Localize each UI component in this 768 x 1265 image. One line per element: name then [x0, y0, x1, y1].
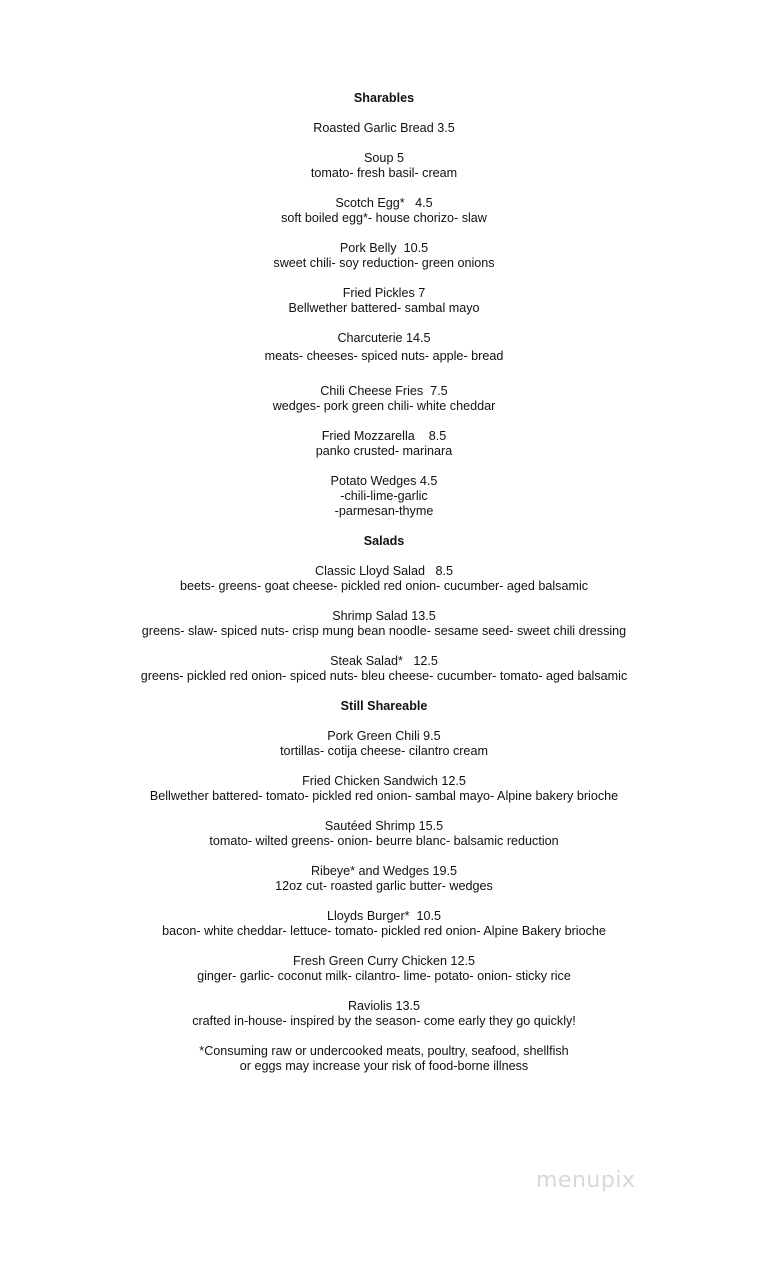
item-name: Shrimp Salad 13.5: [332, 609, 436, 623]
disclaimer-line: *Consuming raw or undercooked meats, poultry, seafood, shellfish: [199, 1044, 569, 1058]
menu-item: [0, 196, 768, 226]
disclaimer: [0, 1044, 768, 1074]
item-name: Soup 5: [364, 151, 404, 165]
item-name: Scotch Egg* 4.5: [335, 196, 433, 210]
menu-item: [0, 474, 768, 519]
menu-item: [0, 384, 768, 414]
item-description: tomato- wilted greens- onion- beurre blanc- balsamic reduction: [209, 834, 559, 848]
watermark-logo: menupix: [536, 1168, 636, 1193]
item-description: -parmesan-thyme: [334, 504, 434, 518]
menu-item: [0, 609, 768, 639]
item-name: Ribeye* and Wedges 19.5: [310, 864, 458, 878]
item-name: Pork Green Chili 9.5: [327, 729, 441, 743]
menu-item: [0, 151, 768, 181]
menu-item: [0, 819, 768, 849]
item-description: beets- greens- goat cheese- pickled red onion- cucumber- aged balsamic: [179, 579, 589, 593]
disclaimer-line: or eggs may increase your risk of food-borne illness: [239, 1059, 529, 1073]
section-title-salads: Salads: [363, 534, 405, 548]
item-name: Raviolis 13.5: [347, 999, 421, 1013]
menu-item: [0, 954, 768, 984]
item-name: Potato Wedges 4.5: [330, 474, 438, 488]
menu-item: [0, 331, 768, 364]
item-name: Steak Salad* 12.5: [330, 654, 438, 668]
menu-item: [0, 774, 768, 804]
item-name: Chili Cheese Fries 7.5: [320, 384, 448, 398]
item-name: Classic Lloyd Salad 8.5: [315, 564, 453, 578]
item-description: greens- pickled red onion- spiced nuts- bleu cheese- cucumber- tomato- aged balsamic: [140, 669, 628, 683]
menu-item: [0, 564, 768, 594]
item-description: bacon- white cheddar- lettuce- tomato- pickled red onion- Alpine Bakery brioche: [162, 924, 606, 938]
section-title-still-shareable: Still Shareable: [340, 699, 428, 713]
item-description: soft boiled egg*- house chorizo- slaw: [281, 211, 487, 225]
menu-item: [0, 121, 768, 136]
menu-item: [0, 286, 768, 316]
item-name: Pork Belly 10.5: [339, 241, 429, 255]
item-description: meats- cheeses- spiced nuts- apple- bread: [264, 349, 504, 363]
menu-item: [0, 864, 768, 894]
item-description: panko crusted- marinara: [315, 444, 453, 458]
menu-item: [0, 729, 768, 759]
menu-item: [0, 654, 768, 684]
item-description: ginger- garlic- coconut milk- cilantro- lime- potato- onion- sticky rice: [197, 969, 571, 983]
item-description: tomato- fresh basil- cream: [310, 166, 458, 180]
item-name: Sautéed Shrimp 15.5: [324, 819, 444, 833]
item-description: wedges- pork green chili- white cheddar: [272, 399, 496, 413]
menu-item: [0, 999, 768, 1029]
item-description: 12oz cut- roasted garlic butter- wedges: [275, 879, 493, 893]
menu-item: [0, 909, 768, 939]
item-name: Roasted Garlic Bread 3.5: [313, 121, 455, 135]
item-description: tortillas- cotija cheese- cilantro cream: [280, 744, 488, 758]
item-name: Lloyds Burger* 10.5: [326, 909, 442, 923]
item-name: Fresh Green Curry Chicken 12.5: [293, 954, 475, 968]
item-name: Charcuterie 14.5: [337, 331, 431, 345]
item-description: Bellwether battered- tomato- pickled red onion- sambal mayo- Alpine bakery brioche: [149, 789, 619, 803]
item-description: Bellwether battered- sambal mayo: [288, 301, 480, 315]
item-description: greens- slaw- spiced nuts- crisp mung bean noodle- sesame seed- sweet chili dressing: [141, 624, 627, 638]
menu-item: [0, 429, 768, 459]
item-description: sweet chili- soy reduction- green onions: [273, 256, 495, 270]
item-name: Fried Chicken Sandwich 12.5: [302, 774, 466, 788]
section-title-sharables: Sharables: [353, 91, 415, 105]
item-name: Fried Mozzarella 8.5: [321, 429, 447, 443]
item-name: Fried Pickles 7: [342, 286, 426, 300]
menu: [0, 91, 768, 1074]
item-description: crafted in-house- inspired by the season- come early they go quickly!: [192, 1014, 576, 1028]
menu-item: [0, 241, 768, 271]
item-description: -chili-lime-garlic: [340, 489, 428, 503]
